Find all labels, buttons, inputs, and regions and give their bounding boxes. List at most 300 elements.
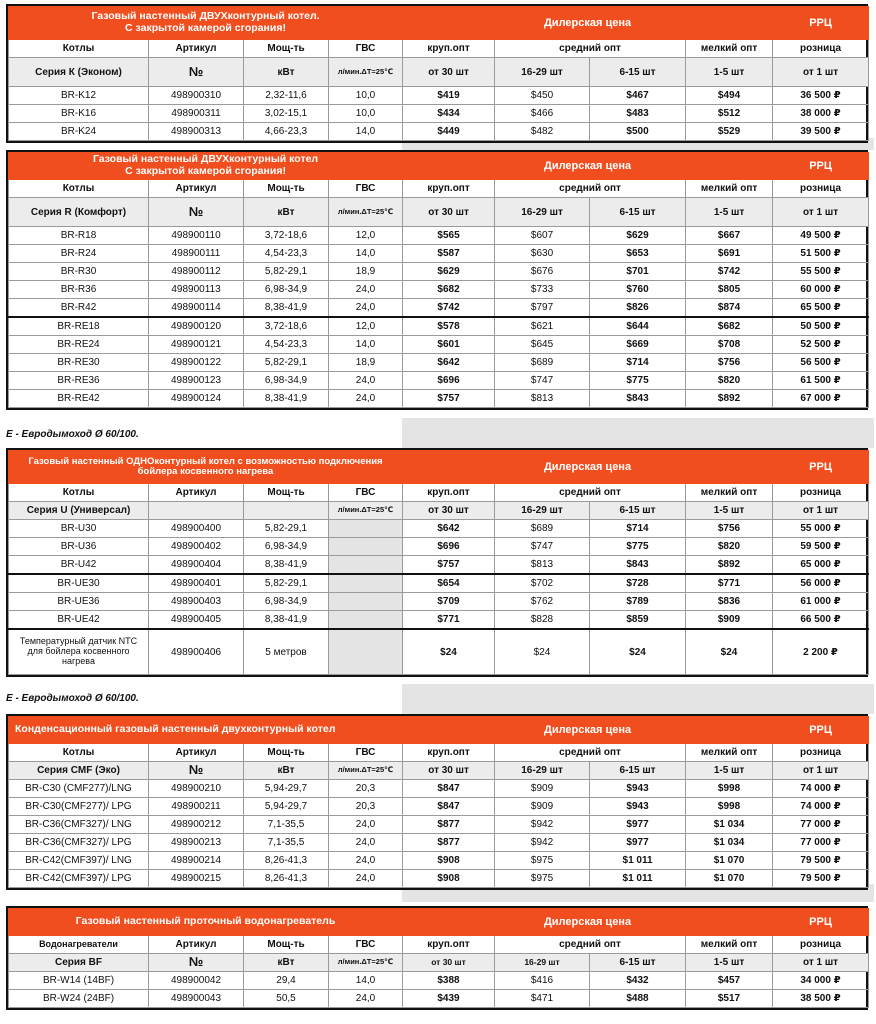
price-1-5: $756	[686, 520, 773, 538]
col-wholesale-mid: средний опт	[495, 744, 686, 762]
article: 498900402	[149, 538, 244, 556]
sensor-price-6: $24	[590, 629, 686, 675]
qty-1: 1-5 шт	[686, 198, 773, 227]
table-row	[9, 520, 869, 538]
price-big: $877	[403, 816, 495, 834]
rrc-header: РРЦ	[773, 909, 869, 936]
power: 6,98-34,9	[244, 281, 329, 299]
retail-price: 66 500 ₽	[773, 611, 869, 630]
dhw-unit: л/мин.ΔT=25℃	[329, 58, 403, 87]
qty-16: 16-29 шт	[495, 954, 590, 972]
table-row	[9, 227, 869, 245]
qty-6: 6-15 шт	[590, 58, 686, 87]
no-label: №	[149, 762, 244, 780]
model-name: BR-UE36	[9, 593, 149, 611]
qty-6: 6-15 шт	[590, 762, 686, 780]
price-6-15: $500	[590, 123, 686, 141]
price-big: $642	[403, 354, 495, 372]
dhw	[329, 593, 403, 611]
price-6-15: $826	[590, 299, 686, 318]
table-row	[9, 574, 869, 593]
article: 498900113	[149, 281, 244, 299]
retail-price: 61 000 ₽	[773, 593, 869, 611]
retail-price: 77 000 ₽	[773, 816, 869, 834]
price-1-5: $517	[686, 990, 773, 1008]
price-16-29: $607	[495, 227, 590, 245]
dhw: 24,0	[329, 852, 403, 870]
col-model: Котлы	[9, 40, 149, 58]
article: 498900310	[149, 87, 244, 105]
power: 4,54-23,3	[244, 336, 329, 354]
qty-retail: от 1 шт	[773, 954, 869, 972]
price-1-5: $667	[686, 227, 773, 245]
col-wholesale-big: круп.опт	[403, 40, 495, 58]
article: 498900311	[149, 105, 244, 123]
price-6-15: $789	[590, 593, 686, 611]
retail-price: 38 000 ₽	[773, 105, 869, 123]
col-power: Мощ-ть	[244, 744, 329, 762]
dealer-price-header: Дилерская цена	[403, 717, 773, 744]
series-label: Серия К (Эконом)	[9, 58, 149, 87]
col-wholesale-small: мелкий опт	[686, 936, 773, 954]
col-dhw: ГВС	[329, 180, 403, 198]
retail-price: 74 000 ₽	[773, 798, 869, 816]
retail-price: 55 000 ₽	[773, 520, 869, 538]
col-retail: розница	[773, 936, 869, 954]
col-article: Артикул	[149, 744, 244, 762]
col-wholesale-mid: средний опт	[495, 936, 686, 954]
dhw: 14,0	[329, 972, 403, 990]
qty-30: от 30 шт	[403, 762, 495, 780]
col-article: Артикул	[149, 936, 244, 954]
retail-price: 67 000 ₽	[773, 390, 869, 408]
article: 498900112	[149, 263, 244, 281]
price-6-15: $1 011	[590, 852, 686, 870]
dhw	[329, 611, 403, 630]
table-row	[9, 123, 869, 141]
retail-price: 49 500 ₽	[773, 227, 869, 245]
price-big: $629	[403, 263, 495, 281]
col-model: Котлы	[9, 744, 149, 762]
qty-30: от 30 шт	[403, 198, 495, 227]
retail-price: 79 500 ₽	[773, 870, 869, 888]
power: 3,72-18,6	[244, 317, 329, 336]
dhw: 20,3	[329, 798, 403, 816]
col-article: Артикул	[149, 484, 244, 502]
price-6-15: $943	[590, 780, 686, 798]
article: 498900215	[149, 870, 244, 888]
model-name: BR-U30	[9, 520, 149, 538]
section-title: Газовый настенный ДВУХконтурный котел. С закрытой камерой сгорания!	[9, 7, 403, 40]
price-6-15: $728	[590, 574, 686, 593]
price-big: $709	[403, 593, 495, 611]
article: 498900213	[149, 834, 244, 852]
model-name: BR-R42	[9, 299, 149, 318]
power: 8,38-41,9	[244, 299, 329, 318]
article: 498900313	[149, 123, 244, 141]
retail-price: 36 500 ₽	[773, 87, 869, 105]
col-model: Котлы	[9, 484, 149, 502]
kw-label: кВт	[244, 58, 329, 87]
model-name: BR-C42(CMF397)/ LNG	[9, 852, 149, 870]
dhw: 18,9	[329, 263, 403, 281]
no-label: №	[149, 58, 244, 87]
qty-retail: от 1 шт	[773, 198, 869, 227]
price-1-5: $771	[686, 574, 773, 593]
table-row	[9, 780, 869, 798]
price-6-15: $432	[590, 972, 686, 990]
article: 498900124	[149, 390, 244, 408]
col-retail: розница	[773, 40, 869, 58]
power: 5,94-29,7	[244, 798, 329, 816]
power: 8,38-41,9	[244, 556, 329, 575]
dhw-unit: л/мин.ΔT=25℃	[329, 954, 403, 972]
col-retail: розница	[773, 484, 869, 502]
table-row	[9, 281, 869, 299]
price-16-29: $733	[495, 281, 590, 299]
article: 498900401	[149, 574, 244, 593]
article: 498900214	[149, 852, 244, 870]
series-label: Серия CMF (Эко)	[9, 762, 149, 780]
price-big: $908	[403, 852, 495, 870]
retail-price: 77 000 ₽	[773, 834, 869, 852]
price-big: $587	[403, 245, 495, 263]
price-6-15: $775	[590, 538, 686, 556]
price-1-5: $529	[686, 123, 773, 141]
table-row	[9, 834, 869, 852]
dhw: 14,0	[329, 336, 403, 354]
sensor-price-retail: 2 200 ₽	[773, 629, 869, 675]
col-article: Артикул	[149, 180, 244, 198]
retail-price: 39 500 ₽	[773, 123, 869, 141]
price-6-15: $859	[590, 611, 686, 630]
model-name: BR-RE24	[9, 336, 149, 354]
price-big: $565	[403, 227, 495, 245]
retail-price: 65 000 ₽	[773, 556, 869, 575]
table-row	[9, 317, 869, 336]
sensor-price-1: $24	[686, 629, 773, 675]
dhw: 14,0	[329, 245, 403, 263]
model-name: BR-R24	[9, 245, 149, 263]
price-16-29: $689	[495, 520, 590, 538]
article: 498900404	[149, 556, 244, 575]
price-6-15: $843	[590, 556, 686, 575]
power: 5,82-29,1	[244, 354, 329, 372]
kw-label: кВт	[244, 198, 329, 227]
dhw-unit: л/мин.ΔT=25℃	[329, 762, 403, 780]
model-name: BR-UE30	[9, 574, 149, 593]
dhw: 10,0	[329, 105, 403, 123]
table-row	[9, 852, 869, 870]
power: 5,82-29,1	[244, 574, 329, 593]
price-16-29: $416	[495, 972, 590, 990]
table-row	[9, 556, 869, 575]
sensor-price-16: $24	[495, 629, 590, 675]
model-name: BR-W14 (14BF)	[9, 972, 149, 990]
qty-16: 16-29 шт	[495, 762, 590, 780]
qty-retail: от 1 шт	[773, 502, 869, 520]
dhw: 14,0	[329, 123, 403, 141]
price-1-5: $1 070	[686, 870, 773, 888]
qty-1: 1-5 шт	[686, 502, 773, 520]
dhw: 24,0	[329, 816, 403, 834]
price-big: $601	[403, 336, 495, 354]
dhw: 24,0	[329, 870, 403, 888]
power: 8,38-41,9	[244, 390, 329, 408]
model-name: BR-RE18	[9, 317, 149, 336]
retail-price: 34 000 ₽	[773, 972, 869, 990]
retail-price: 51 500 ₽	[773, 245, 869, 263]
price-1-5: $756	[686, 354, 773, 372]
retail-price: 65 500 ₽	[773, 299, 869, 318]
price-16-29: $975	[495, 852, 590, 870]
price-6-15: $488	[590, 990, 686, 1008]
dhw	[329, 538, 403, 556]
kw-label: кВт	[244, 954, 329, 972]
price-big: $439	[403, 990, 495, 1008]
dhw: 24,0	[329, 281, 403, 299]
price-16-29: $482	[495, 123, 590, 141]
series-label: Серия U (Универсал)	[9, 502, 149, 520]
retail-price: 56 000 ₽	[773, 574, 869, 593]
article: 498900121	[149, 336, 244, 354]
price-16-29: $797	[495, 299, 590, 318]
section-title: Газовый настенный ОДНОконтурный котел с возможностью подключения бойлера косвенного нагрева	[9, 451, 403, 484]
article: 498900043	[149, 990, 244, 1008]
price-16-29: $747	[495, 538, 590, 556]
price-16-29: $621	[495, 317, 590, 336]
price-big: $757	[403, 390, 495, 408]
dhw: 24,0	[329, 390, 403, 408]
power: 5,82-29,1	[244, 263, 329, 281]
price-6-15: $669	[590, 336, 686, 354]
power: 8,38-41,9	[244, 611, 329, 630]
col-article: Артикул	[149, 40, 244, 58]
no-label: №	[149, 954, 244, 972]
retail-price: 55 500 ₽	[773, 263, 869, 281]
sensor-article: 498900406	[149, 629, 244, 675]
qty-30: от 30 шт	[403, 58, 495, 87]
article: 498900123	[149, 372, 244, 390]
price-6-15: $1 011	[590, 870, 686, 888]
price-16-29: $909	[495, 798, 590, 816]
power: 29,4	[244, 972, 329, 990]
qty-1: 1-5 шт	[686, 954, 773, 972]
price-16-29: $747	[495, 372, 590, 390]
price-6-15: $483	[590, 105, 686, 123]
article: 498900122	[149, 354, 244, 372]
power: 8,26-41,3	[244, 870, 329, 888]
price-16-29: $813	[495, 390, 590, 408]
model-name: BR-R36	[9, 281, 149, 299]
price-16-29: $942	[495, 816, 590, 834]
sensor-row	[9, 629, 869, 675]
price-big: $908	[403, 870, 495, 888]
power: 5,94-29,7	[244, 780, 329, 798]
price-1-5: $457	[686, 972, 773, 990]
model-name: BR-C30(CMF277)/ LPG	[9, 798, 149, 816]
dealer-price-header: Дилерская цена	[403, 7, 773, 40]
article: 498900211	[149, 798, 244, 816]
table-row	[9, 354, 869, 372]
price-6-15: $701	[590, 263, 686, 281]
sensor-name: Температурный датчик NTC для бойлера косвенного нагрева	[9, 629, 149, 675]
price-6-15: $977	[590, 816, 686, 834]
col-retail: розница	[773, 744, 869, 762]
price-6-15: $843	[590, 390, 686, 408]
table-row	[9, 299, 869, 318]
price-16-29: $466	[495, 105, 590, 123]
price-1-5: $998	[686, 798, 773, 816]
price-big: $847	[403, 780, 495, 798]
retail-price: 59 500 ₽	[773, 538, 869, 556]
price-16-29: $630	[495, 245, 590, 263]
col-wholesale-big: круп.опт	[403, 744, 495, 762]
dhw: 12,0	[329, 317, 403, 336]
dhw: 24,0	[329, 372, 403, 390]
col-dhw: ГВС	[329, 40, 403, 58]
col-wholesale-big: круп.опт	[403, 180, 495, 198]
retail-price: 61 500 ₽	[773, 372, 869, 390]
col-wholesale-big: круп.опт	[403, 484, 495, 502]
section-series-r	[6, 150, 868, 410]
table-row	[9, 538, 869, 556]
retail-price: 52 500 ₽	[773, 336, 869, 354]
price-big: $847	[403, 798, 495, 816]
col-power: Мощ-ть	[244, 484, 329, 502]
sensor-price-big: $24	[403, 629, 495, 675]
model-name: BR-RE42	[9, 390, 149, 408]
price-1-5: $836	[686, 593, 773, 611]
price-1-5: $820	[686, 372, 773, 390]
table-row	[9, 105, 869, 123]
eurochimney-note: E - Евродымоход Ø 60/100.	[6, 693, 139, 704]
price-1-5: $909	[686, 611, 773, 630]
dealer-price-header: Дилерская цена	[403, 153, 773, 180]
col-retail: розница	[773, 180, 869, 198]
model-name: BR-UE42	[9, 611, 149, 630]
price-6-15: $943	[590, 798, 686, 816]
col-wholesale-mid: средний опт	[495, 40, 686, 58]
power: 4,54-23,3	[244, 245, 329, 263]
qty-retail: от 1 шт	[773, 762, 869, 780]
price-6-15: $714	[590, 354, 686, 372]
price-6-15: $644	[590, 317, 686, 336]
col-dhw: ГВС	[329, 744, 403, 762]
series-label: Серия BF	[9, 954, 149, 972]
dealer-price-header: Дилерская цена	[403, 909, 773, 936]
price-1-5: $682	[686, 317, 773, 336]
price-16-29: $676	[495, 263, 590, 281]
model-name: BR-K24	[9, 123, 149, 141]
power: 7,1-35,5	[244, 816, 329, 834]
col-dhw: ГВС	[329, 936, 403, 954]
model-name: BR-C36(CMF327)/ LNG	[9, 816, 149, 834]
model-name: BR-W24 (24BF)	[9, 990, 149, 1008]
section-series-cmf	[6, 714, 868, 890]
model-name: BR-U42	[9, 556, 149, 575]
price-16-29: $813	[495, 556, 590, 575]
section-series-k	[6, 4, 868, 143]
price-1-5: $874	[686, 299, 773, 318]
power: 7,1-35,5	[244, 834, 329, 852]
power: 3,02-15,1	[244, 105, 329, 123]
model-name: BR-K12	[9, 87, 149, 105]
qty-16: 16-29 шт	[495, 198, 590, 227]
table-row	[9, 972, 869, 990]
retail-price: 56 500 ₽	[773, 354, 869, 372]
price-big: $696	[403, 372, 495, 390]
section-series-bf	[6, 906, 868, 1010]
price-1-5: $691	[686, 245, 773, 263]
dhw: 24,0	[329, 299, 403, 318]
table-row	[9, 372, 869, 390]
model-name: BR-U36	[9, 538, 149, 556]
qty-1: 1-5 шт	[686, 762, 773, 780]
qty-16: 16-29 шт	[495, 58, 590, 87]
col-power: Мощ-ть	[244, 40, 329, 58]
dhw: 24,0	[329, 834, 403, 852]
dhw: 24,0	[329, 990, 403, 1008]
sensor-dhw	[329, 629, 403, 675]
dhw: 20,3	[329, 780, 403, 798]
col-power: Мощ-ть	[244, 180, 329, 198]
article: 498900400	[149, 520, 244, 538]
col-wholesale-small: мелкий опт	[686, 180, 773, 198]
retail-price: 79 500 ₽	[773, 852, 869, 870]
dhw: 12,0	[329, 227, 403, 245]
power: 6,98-34,9	[244, 538, 329, 556]
price-1-5: $512	[686, 105, 773, 123]
price-6-15: $775	[590, 372, 686, 390]
qty-retail: от 1 шт	[773, 58, 869, 87]
price-big: $771	[403, 611, 495, 630]
table-row	[9, 816, 869, 834]
article: 498900120	[149, 317, 244, 336]
qty-30: от 30 шт	[403, 954, 495, 972]
table-row	[9, 870, 869, 888]
qty-6: 6-15 шт	[590, 502, 686, 520]
table-row	[9, 798, 869, 816]
table-row	[9, 390, 869, 408]
model-name: BR-R30	[9, 263, 149, 281]
col-dhw: ГВС	[329, 484, 403, 502]
price-big: $434	[403, 105, 495, 123]
article-blank	[149, 502, 244, 520]
price-16-29: $689	[495, 354, 590, 372]
power: 4,66-23,3	[244, 123, 329, 141]
price-1-5: $892	[686, 556, 773, 575]
price-16-29: $762	[495, 593, 590, 611]
col-model: Водонагреватели	[9, 936, 149, 954]
section-title: Газовый настенный проточный водонагреватель	[9, 909, 403, 936]
table-row	[9, 336, 869, 354]
article: 498900210	[149, 780, 244, 798]
qty-1: 1-5 шт	[686, 58, 773, 87]
price-1-5: $998	[686, 780, 773, 798]
price-big: $877	[403, 834, 495, 852]
price-1-5: $708	[686, 336, 773, 354]
no-label: №	[149, 198, 244, 227]
power: 5,82-29,1	[244, 520, 329, 538]
price-16-29: $909	[495, 780, 590, 798]
price-6-15: $977	[590, 834, 686, 852]
col-power: Мощ-ть	[244, 936, 329, 954]
model-name: BR-K16	[9, 105, 149, 123]
price-6-15: $760	[590, 281, 686, 299]
table-row	[9, 87, 869, 105]
dhw-unit: л/мин.ΔT=25℃	[329, 502, 403, 520]
